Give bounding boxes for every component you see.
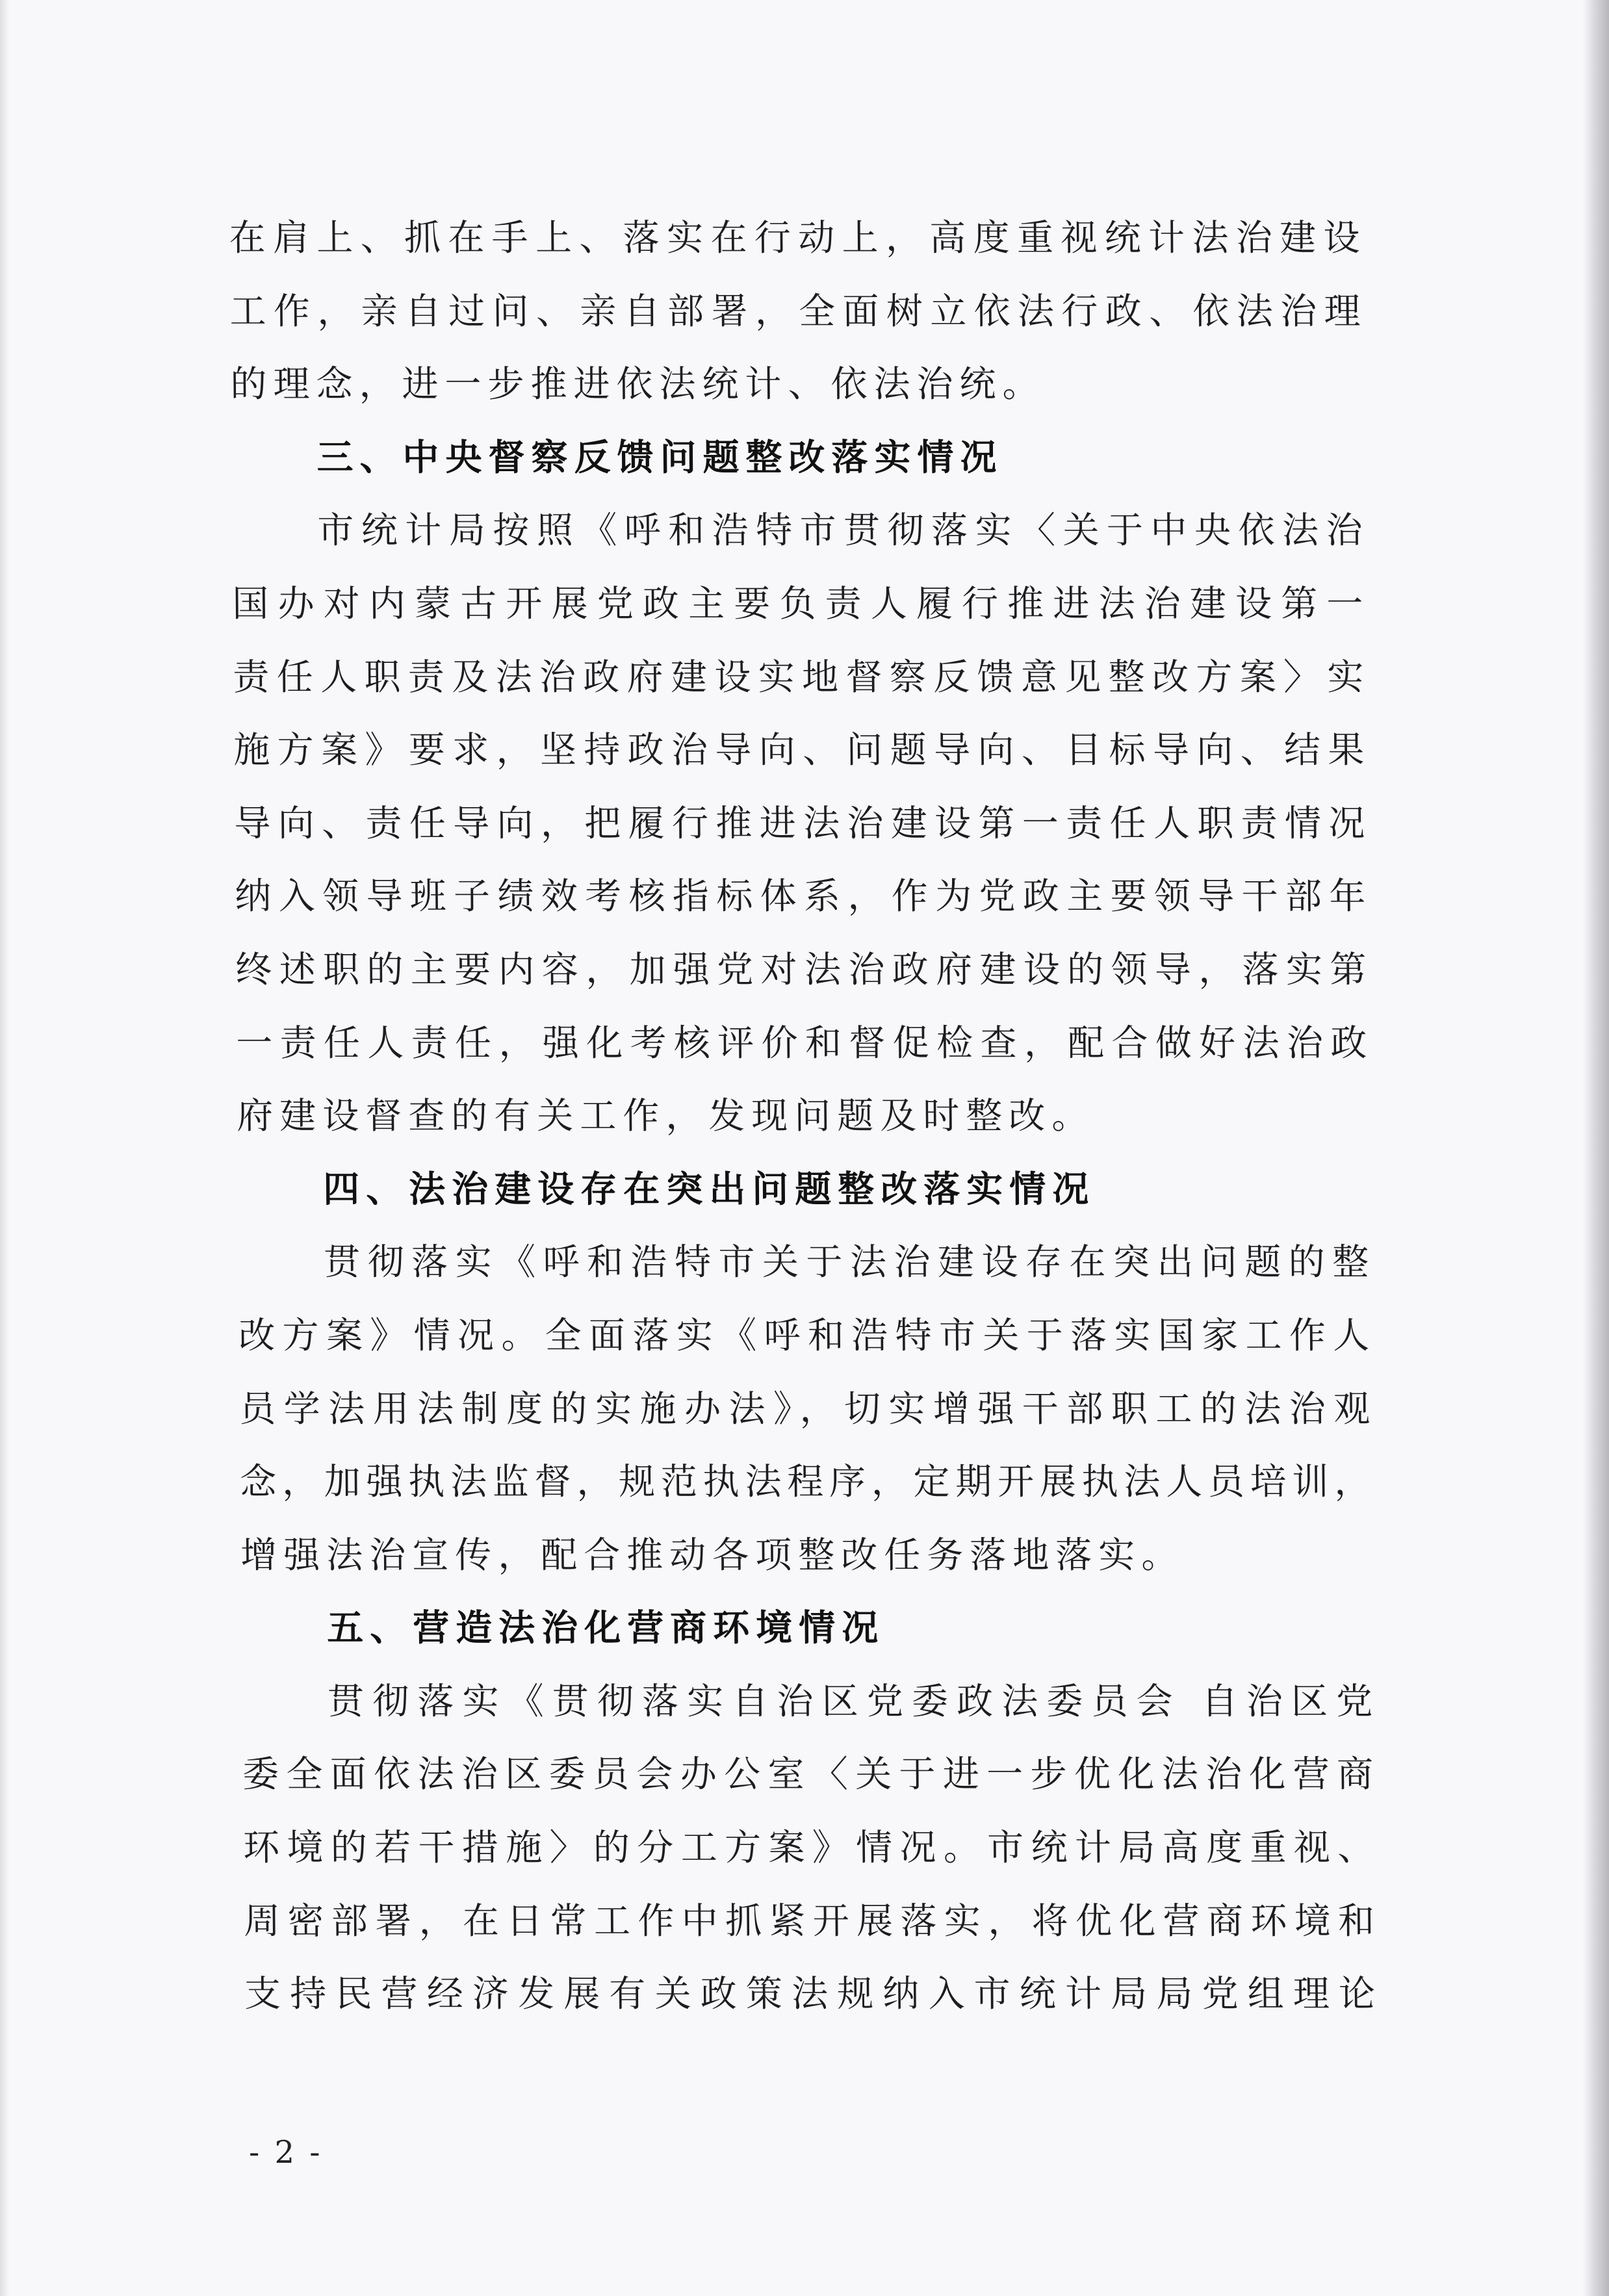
body-line: 周密部署，在日常工作中抓紧开展落实，将优化营商环境和 (243, 1900, 1375, 1942)
section-heading-4: 四、法治建设存在突出问题整改落实情况 (322, 1168, 1096, 1211)
body-line: 的理念，进一步推进依法统计、依法治统。 (230, 363, 1046, 406)
body-line: 府建设督查的有关工作，发现问题及时整改。 (236, 1095, 1095, 1138)
body-line: 纳入领导班子绩效考核指标体系，作为党政主要领导干部年 (235, 875, 1366, 918)
body-line: 增强法治宣传，配合推动各项整改任务落地落实。 (240, 1534, 1185, 1577)
body-line: 市统计局按照《呼和浩特市贯彻落实〈关于中央依法治 (317, 510, 1363, 552)
body-line: 国办对内蒙古开展党政主要负责人履行推进法治建设第一 (232, 582, 1363, 625)
section-heading-3: 三、中央督察反馈问题整改落实情况 (316, 436, 1003, 479)
paper-edge-shadow-left (0, 0, 9, 2296)
body-line: 工作，亲自过问、亲自部署，全面树立依法行政、依法治理 (229, 290, 1361, 333)
body-line: 一责任人责任，强化考核评价和督促检查，配合做好法治政 (236, 1022, 1367, 1064)
body-line: 施方案》要求，坚持政治导向、问题导向、目标导向、结果 (233, 729, 1365, 772)
body-line: 导向、责任导向，把履行推进法治建设第一责任人职责情况 (234, 802, 1365, 845)
body-line: 在肩上、抓在手上、落实在行动上，高度重视统计法治建设 (229, 217, 1360, 259)
body-line: 贯彻落实《呼和浩特市关于法治建设存在突出问题的整 (323, 1241, 1369, 1284)
section-heading-5: 五、营造法治化营商环境情况 (326, 1607, 885, 1650)
body-line: 责任人职责及法治政府建设实地督察反馈意见整改方案〉实 (233, 656, 1364, 699)
body-line: 环境的若干措施〉的分工方案》情况。市统计局高度重视、 (242, 1827, 1374, 1870)
body-line: 员学法用法制度的实施办法》，切实增强干部职工的法治观 (238, 1387, 1371, 1430)
paper-edge-shadow-right (1583, 0, 1609, 2296)
body-line: 贯彻落实《贯彻落实自治区党委政法委员会 自治区党 (327, 1680, 1373, 1723)
body-line: 改方案》情况。全面落实《呼和浩特市关于落实国家工作人 (238, 1314, 1370, 1357)
body-line: 委全面依法治区委员会办公室〈关于进一步优化法治化营商 (242, 1753, 1374, 1796)
body-line: 终述职的主要内容，加强党对法治政府建设的领导，落实第 (235, 948, 1367, 991)
body-line: 念，加强执法监督，规范执法程序，定期开展执法人员培训， (239, 1461, 1371, 1504)
body-line: 支持民营经济发展有关政策法规纳入市统计局局党组理论 (244, 1973, 1376, 2016)
document-body (229, 202, 1376, 2032)
page-number: - 2 - (249, 2134, 323, 2171)
